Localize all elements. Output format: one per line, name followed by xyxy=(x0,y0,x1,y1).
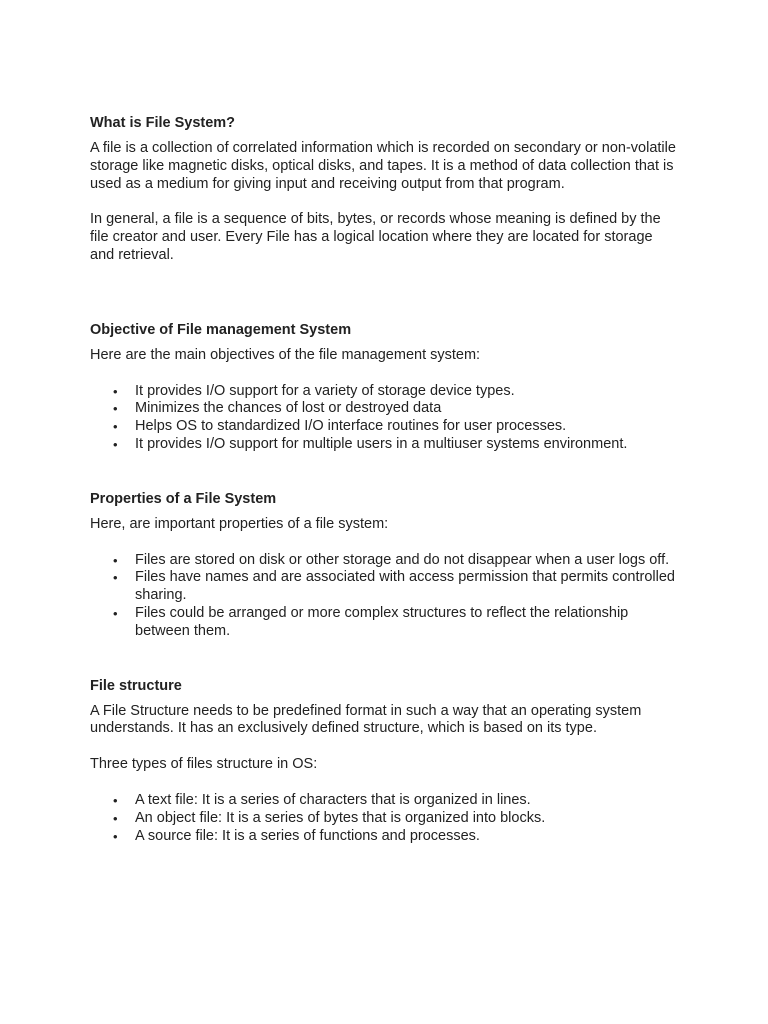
paragraph: Here are the main objectives of the file management system: xyxy=(90,346,481,363)
list-item: • A text file: It is a series of characters that is organized in lines. xyxy=(135,792,680,810)
bullet-list xyxy=(90,792,680,845)
section-heading: Objective of File management System xyxy=(90,321,352,338)
bullet-list xyxy=(90,552,680,641)
list-item: • It provides I/O support for a variety of storage device types. xyxy=(135,383,680,401)
section-file-structure xyxy=(90,677,680,846)
paragraph: A File Structure needs to be predefined format in such a way that an operating system understands. It has an exclusively defined structure, which is based on its type. xyxy=(90,702,642,737)
paragraph: A file is a collection of correlated information which is recorded on secondary or non-volatile storage like magnetic disks, optical disks, and tapes. It is a method of data collection that is used as a medium for giving input and receiving output from that program. xyxy=(90,140,676,192)
list-item: • Minimizes the chances of lost or destroyed data xyxy=(135,400,680,418)
paragraph: In general, a file is a sequence of bits, bytes, or records whose meaning is defined by the file creator and user. Every File has a logical location where they are located for storage and retrieval. xyxy=(90,211,661,263)
list-item: • Files are stored on disk or other storage and do not disappear when a user logs off. xyxy=(135,552,680,570)
bullet-list xyxy=(90,383,680,454)
paragraph: Three types of files structure in OS: xyxy=(90,756,318,773)
list-item: • Files have names and are associated with access permission that permits controlled sharing. xyxy=(135,569,680,605)
section-heading: What is File System? xyxy=(90,115,236,131)
list-item: • A source file: It is a series of functions and processes. xyxy=(135,828,680,846)
document-page xyxy=(90,114,680,845)
paragraph: Here, are important properties of a file system: xyxy=(90,515,389,532)
list-item: • Helps OS to standardized I/O interface routines for user processes. xyxy=(135,418,680,436)
list-item: • An object file: It is a series of bytes that is organized into blocks. xyxy=(135,810,680,828)
section-properties xyxy=(90,490,680,641)
list-item: • Files could be arranged or more complex structures to reflect the relationship between them. xyxy=(135,605,680,641)
section-heading: File structure xyxy=(90,677,182,694)
list-item: • It provides I/O support for multiple users in a multiuser systems environment. xyxy=(135,436,680,454)
section-heading: Properties of a File System xyxy=(90,490,277,507)
section-what-is-file-system xyxy=(90,114,680,265)
section-objectives xyxy=(90,321,680,454)
